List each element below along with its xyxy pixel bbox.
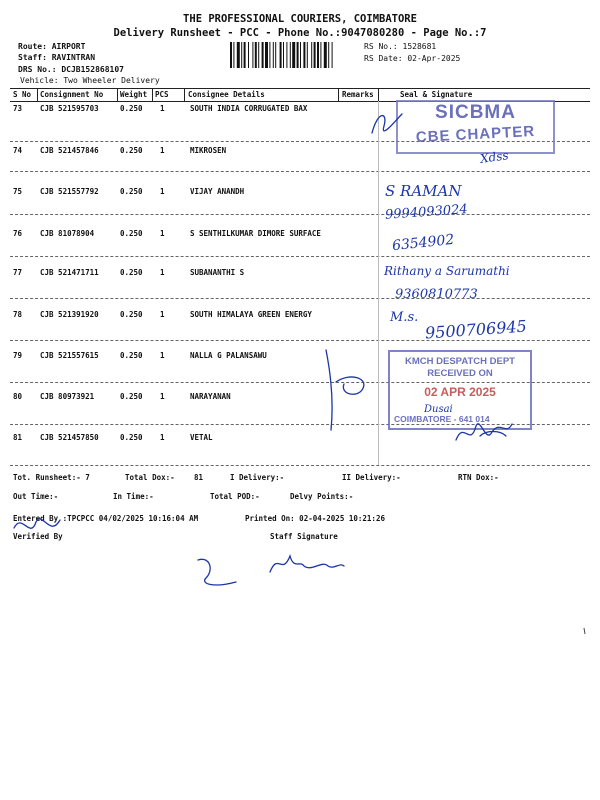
stamp-text: KMCH DESPATCH DEPT	[405, 356, 515, 367]
col-remarks: Remarks	[342, 90, 374, 99]
col-sno: S No	[13, 90, 32, 99]
signature-mark	[480, 432, 506, 437]
row-weight: 0.250	[120, 351, 143, 360]
signature-mark	[336, 377, 364, 394]
col-seal: Seal & Signature	[400, 90, 473, 99]
signature-mark	[270, 556, 344, 572]
row-consignee: NARAYANAN	[190, 392, 231, 401]
staff-signature-label: Staff Signature	[270, 532, 338, 541]
col-weight: Weight	[120, 90, 148, 99]
row-pcs: 1	[160, 310, 165, 319]
row-sno: 75	[13, 187, 23, 196]
handwritten-note: Dusai	[424, 404, 453, 415]
company-title: THE PROFESSIONAL COURIERS, COIMBATORE	[183, 13, 417, 25]
stamp-text: COIMBATORE - 641 014	[394, 414, 490, 424]
row-pcs: 1	[160, 392, 165, 401]
row-sno: 76	[13, 229, 23, 238]
tot-runsheet: Tot. Runsheet:- 7	[13, 473, 90, 482]
row-weight: 0.250	[120, 433, 143, 442]
stamp-text: SICBMA	[435, 102, 516, 123]
row-consignment: CJB 521557792	[40, 187, 99, 196]
row-sno: 81	[13, 433, 23, 442]
runsheet-subtitle: Delivery Runsheet - PCC - Phone No.:9047080280 - Page No.:7	[113, 27, 487, 39]
row-pcs: 1	[160, 433, 165, 442]
row-consignee: S SENTHILKUMAR DIMORE SURFACE	[190, 229, 321, 238]
row-consignment: CJB 521471711	[40, 268, 99, 277]
row-consignee: MIKROSEN	[190, 146, 227, 155]
handwritten-note: Rithany a Sarumathi	[384, 264, 510, 278]
row-weight: 0.250	[120, 146, 143, 155]
staff-label: Staff: RAVINTRAN	[18, 53, 96, 62]
row-pcs: 1	[160, 268, 165, 277]
signature-mark	[326, 350, 332, 430]
row-consignment: CJB 521557615	[40, 351, 99, 360]
row-consignee: VIJAY ANANDH	[190, 187, 245, 196]
row-weight: 0.250	[120, 187, 143, 196]
row-pcs: 1	[160, 351, 165, 360]
i-delivery: I Delivery:-	[230, 473, 285, 482]
row-weight: 0.250	[120, 310, 143, 319]
in-time: In Time:-	[113, 492, 154, 501]
row-sno: 79	[13, 351, 23, 360]
signature-mark	[456, 424, 512, 440]
stray-mark	[584, 628, 585, 634]
vehicle-label: Vehicle: Two Wheeler Delivery	[20, 76, 160, 85]
row-sno: 80	[13, 392, 23, 401]
handwritten-note: M.s.	[390, 310, 419, 325]
row-sno: 78	[13, 310, 23, 319]
row-weight: 0.250	[120, 268, 143, 277]
col-consignee: Consignee Details	[188, 90, 265, 99]
row-consignment: CJB 521595703	[40, 104, 99, 113]
rs-number: RS No.: 1528681	[364, 42, 437, 51]
row-consignment: CJB 521457846	[40, 146, 99, 155]
row-consignee: SOUTH HIMALAYA GREEN ENERGY	[190, 310, 312, 319]
entered-by: Entered By :TPCPCC 04/02/2025 10:16:04 AM	[13, 514, 199, 523]
rs-date: RS Date: 02-Apr-2025	[364, 54, 461, 63]
stamp-text: CBE CHAPTER	[415, 122, 536, 147]
total-dox: Total Dox:-	[125, 473, 175, 482]
row-consignee: SUBANANTHI S	[190, 268, 245, 277]
handwritten-note: S RAMAN	[385, 182, 462, 200]
handwritten-note: 6354902	[391, 231, 456, 255]
row-pcs: 1	[160, 187, 165, 196]
route-label: Route: AIRPORT	[18, 42, 86, 51]
stamp-date: 02 APR 2025	[424, 385, 496, 399]
col-pcs: PCS	[155, 90, 169, 99]
row-sno: 74	[13, 146, 23, 155]
printed-on: Printed On: 02-04-2025 10:21:26	[245, 514, 385, 523]
handwritten-note: Xdss	[479, 148, 510, 166]
handwritten-note: 9360810773	[395, 287, 478, 302]
col-consignment: Consignment No	[40, 90, 104, 99]
row-weight: 0.250	[120, 392, 143, 401]
signature-mark	[372, 114, 402, 133]
row-consignment: CJB 521391920	[40, 310, 99, 319]
row-consignee: SOUTH INDIA CORRUGATED BAX	[190, 104, 308, 113]
row-pcs: 1	[160, 104, 165, 113]
handwritten-note: 9500706945	[424, 316, 528, 343]
total-dox-value: 81	[194, 473, 204, 482]
delvy-points: Delvy Points:-	[290, 492, 354, 501]
row-weight: 0.250	[120, 229, 143, 238]
row-weight: 0.250	[120, 104, 143, 113]
row-sno: 77	[13, 268, 23, 277]
rtn-dox: RTN Dox:-	[458, 473, 499, 482]
total-pod: Total POD:-	[210, 492, 260, 501]
signature-mark	[14, 519, 60, 528]
handwritten-note: 9994093024	[384, 202, 469, 223]
row-consignment: CJB 80973921	[40, 392, 95, 401]
row-consignment: CJB 81078904	[40, 229, 95, 238]
row-sno: 73	[13, 104, 23, 113]
row-pcs: 1	[160, 146, 165, 155]
stamp-text: RECEIVED ON	[427, 368, 493, 379]
out-time: Out Time:-	[13, 492, 59, 501]
row-consignment: CJB 521457850	[40, 433, 99, 442]
verified-by: Verified By	[13, 532, 63, 541]
row-consignee: VETAL	[190, 433, 213, 442]
row-consignee: NALLA G PALANSAWU	[190, 351, 267, 360]
ii-delivery: II Delivery:-	[342, 473, 401, 482]
signature-mark	[198, 559, 236, 585]
drs-label: DRS No.: DCJB152868107	[18, 65, 124, 74]
row-pcs: 1	[160, 229, 165, 238]
